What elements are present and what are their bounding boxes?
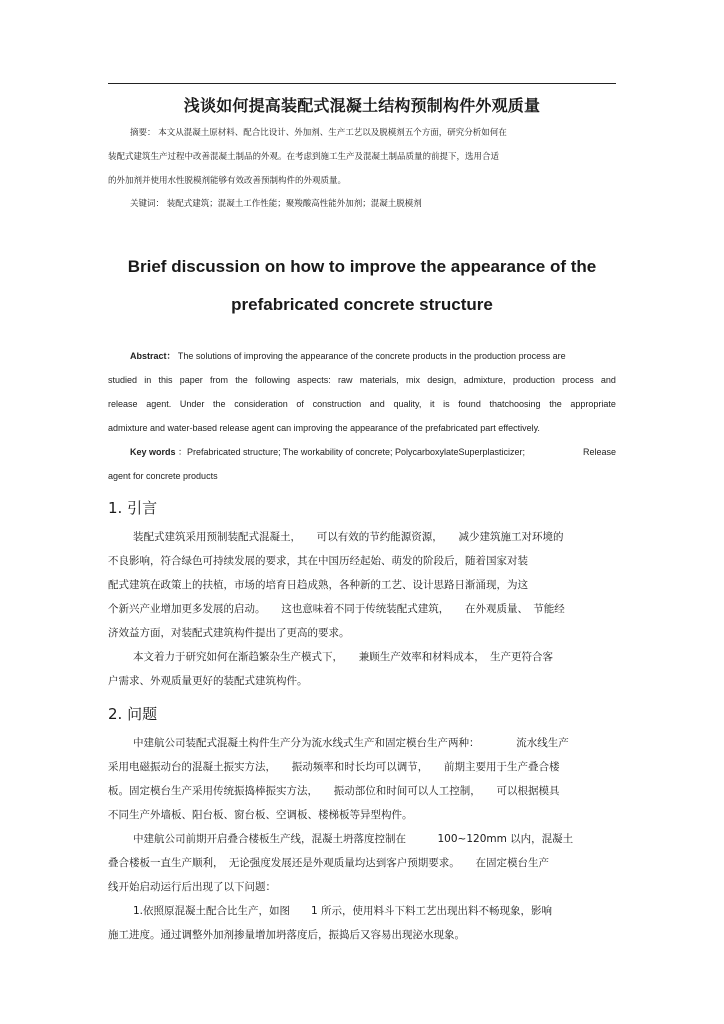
cn-abstract-line-3: 的外加剂并使用水性脱模剂能够有效改善预制构件的外观质量。 [108,176,347,186]
word: mix [406,375,421,385]
en-abstract-line-3 [108,398,616,410]
word: thatchoosing [489,399,541,409]
en-title-line-2: prefabricated concrete structure [231,295,493,314]
word: the [549,399,562,409]
word: and [600,375,616,385]
word: it [429,399,435,409]
word: studied [108,375,138,385]
section-1-line-4: 个新兴产业增加更多发展的启动。 这也意味着不同于传统装配式建筑， 在外观质量、 节能经 [108,603,565,615]
en-abstract-line-4: admixture and water-based release agent can improving the appearance of the prefabricated part effectively. [108,423,540,433]
section-2-line-8: 1.依照原混凝土配合比生产，如图 1 所示，使用料斗下料工艺出现出料不畅现象，影响 [133,905,553,917]
en-keywords-line-2: agent for concrete products [108,471,218,481]
word: from [210,375,229,385]
abstract-text-1: The solutions of improving the appearance of the concrete products in the production process are [177,351,566,361]
word: production [512,375,555,385]
abstract-label: Abstract： [130,351,176,361]
section-2-line-7: 线开始启动运行后出现了以下问题： [108,881,276,893]
en-abstract-line-1 [130,350,566,362]
word: the [235,375,248,385]
section-2-line-9: 施工进度。通过调整外加剂掺量增加坍落度后，振捣后又容易出现泌水现象。 [108,929,465,941]
section-1-line-7: 户需求、外观质量更好的装配式建筑构件。 [108,675,308,687]
section-2-heading: 2. 问题 [108,705,158,723]
word: in [144,375,152,385]
word: design, [427,375,457,385]
en-abstract-line-2 [108,374,616,386]
word: construction [312,399,362,409]
word: Under [179,399,205,409]
word: appropriate [570,399,616,409]
section-1-heading: 1. 引言 [108,499,158,517]
word: release [108,399,138,409]
word: materials, [359,375,399,385]
word: admixture, [463,375,506,385]
section-1-line-6: 本文着力于研究如何在渐趋繁杂生产模式下， 兼顾生产效率和材料成本， 生产更符合客 [133,651,553,663]
keywords-text: ：Prefabricated structure; The workability of concrete; PolycarboxylateSuperplasticizer; [178,447,526,457]
cn-abstract-line-2: 装配式建筑生产过程中改善混凝土制品的外观。在考虑到施工生产及混凝土制品质量的前提下，选用合适 [108,152,500,162]
section-2-line-2: 采用电磁振动台的混凝土振实方法， 振动频率和时长均可以调节， 前期主要用于生产叠合楼 [108,761,560,773]
section-1-line-3: 配式建筑在政策上的扶植，市场的培育日趋成熟，各种新的工艺、设计思路日渐涌现，为这 [108,579,528,591]
section-2-line-3: 板。固定模台生产采用传统振捣棒振实方法， 振动部位和时间可以人工控制， 可以根据模具 [108,785,560,797]
word: paper [179,375,203,385]
section-1-line-2: 不良影响，符合绿色可持续发展的要求，其在中国历经起始、萌发的阶段后，随着国家对装 [108,555,528,567]
word: quality, [393,399,422,409]
en-keywords-line [130,446,616,458]
word: raw [338,375,353,385]
word: found [458,399,481,409]
word: is [443,399,450,409]
cn-keywords: 关键词： 装配式建筑；混凝土工作性能；聚羧酸高性能外加剂；混凝土脱模剂 [130,199,422,209]
en-title-line-1: Brief discussion on how to improve the appearance of the [127,257,597,276]
word: consideration [234,399,288,409]
section-1-line-5: 济效益方面，对装配式建筑构件提出了更高的要求。 [108,627,350,639]
word: following [255,375,291,385]
word: of [296,399,304,409]
word: process [562,375,594,385]
cn-abstract-line-1: 摘要： 本文从混凝土原材料、配合比设计、外加剂、生产工艺以及脱模剂五个方面，研究分析如何在 [130,128,507,138]
keywords-label: Key words [130,447,176,457]
section-2-line-1: 中建航公司装配式混凝土构件生产分为流水线式生产和固定模台生产两种： 流水线生产 [133,737,569,749]
section-1-line-1: 装配式建筑采用预制装配式混凝土， 可以有效的节约能源资源， 减少建筑施工对环境的 [133,531,564,543]
section-2-line-4: 不同生产外墙板、阳台板、窗台板、空调板、楼梯板等异型构件。 [108,809,413,821]
word: this [158,375,173,385]
word: agent. [146,399,172,409]
section-2-line-6: 叠合楼板一直生产顺利， 无论强度发展还是外观质量均达到客户预期要求。 在固定模台生产 [108,857,549,869]
cn-title: 浅谈如何提高装配式混凝土结构预制构件外观质量 [183,96,541,115]
word: the [213,399,226,409]
keywords-end: Release [582,447,616,457]
section-2-line-5: 中建航公司前期开启叠合楼板生产线，混凝土坍落度控制在 100~120mm 以内，混凝土 [133,833,574,845]
word: and [369,399,385,409]
word: aspects: [297,375,331,385]
top-rule [108,83,616,84]
